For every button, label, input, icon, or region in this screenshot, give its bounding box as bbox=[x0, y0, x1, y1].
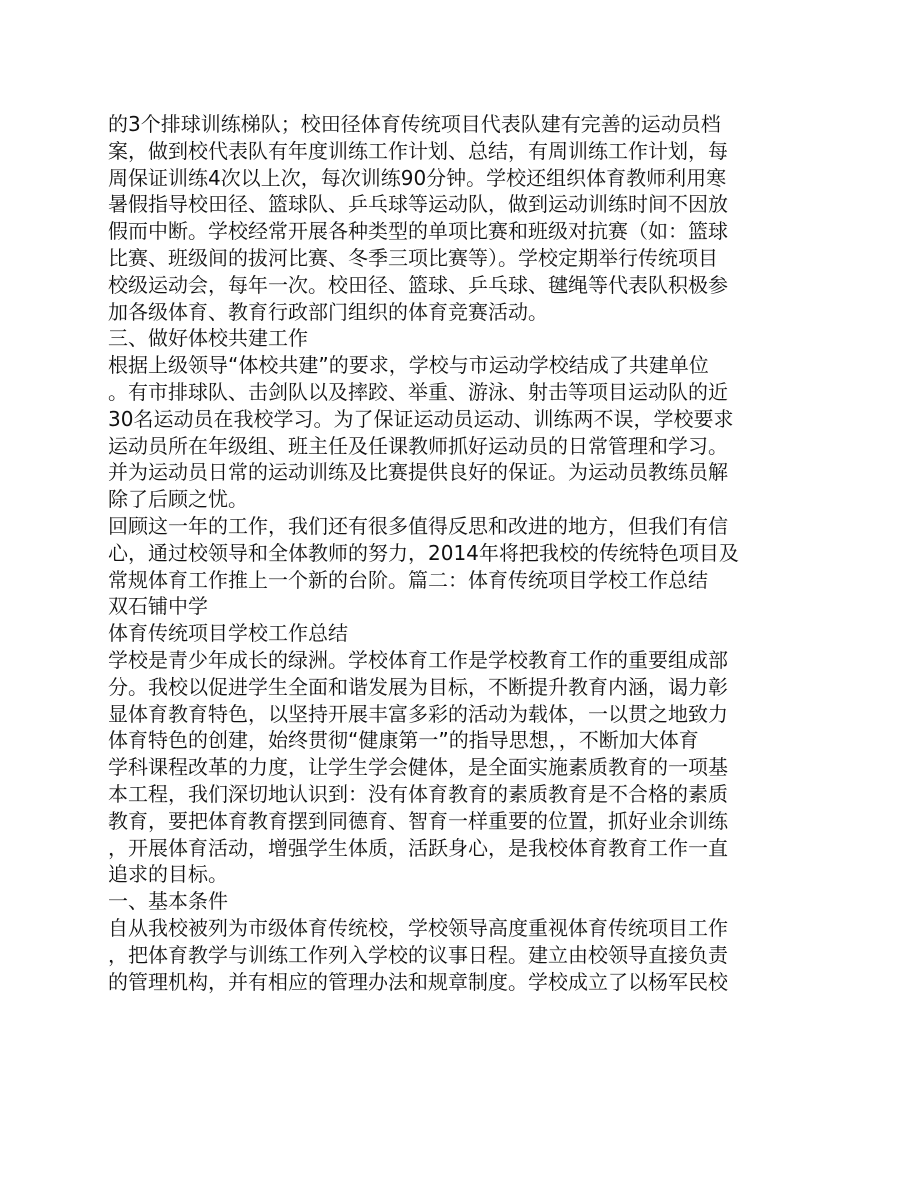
text-line: 心，通过校领导和全体教师的努力，2014年将把我校的传统特色项目及 bbox=[108, 540, 739, 565]
text-line: 体育特色的创建，始终贯彻“健康第一”的指导思想，，不断加大体育 bbox=[108, 728, 699, 753]
school-name: 双石铺中学 bbox=[108, 594, 208, 619]
text-line: 自从我校被列为市级体育传统校，学校领导高度重视体育传统项目工作 bbox=[108, 915, 728, 940]
text-line: ，开展体育活动，增强学生体质，活跃身心，是我校体育教育工作一直 bbox=[108, 835, 728, 860]
text-line: 。有市排球队、击剑队以及摔跤、举重、游泳、射击等项目运动队的近 bbox=[108, 379, 728, 404]
document-body bbox=[108, 111, 820, 995]
text-line: 30名运动员在我校学习。为了保证运动员运动、训练两不误，学校要求 bbox=[108, 406, 734, 431]
text-line: 运动员所在年级组、班主任及任课教师抓好运动员的日常管理和学习。 bbox=[108, 433, 728, 458]
text-line: 校级运动会，每年一次。校田径、篮球、乒乓球、毽绳等代表队积极参 bbox=[108, 272, 728, 297]
text-line: 根据上级领导“体校共建”的要求，学校与市运动学校结成了共建单位 bbox=[108, 353, 709, 378]
text-line: 回顾这一年的工作，我们还有很多值得反思和改进的地方，但我们有信 bbox=[108, 513, 728, 538]
document-title: 体育传统项目学校工作总结 bbox=[108, 621, 348, 646]
text-line: 加各级体育、教育行政部门组织的体育竞赛活动。 bbox=[108, 299, 548, 324]
text-line: 周保证训练4次以上次，每次训练90分钟。学校还组织体育教师利用寒 bbox=[108, 165, 727, 190]
text-line: 本工程，我们深切地认识到：没有体育教育的素质教育是不合格的素质 bbox=[108, 781, 728, 806]
text-line: 比赛、班级间的拔河比赛、冬季三项比赛等）。学校定期举行传统项目 bbox=[108, 245, 718, 270]
text-line: 学科课程改革的力度，让学生学会健体，是全面实施素质教育的一项基 bbox=[108, 755, 728, 780]
text-line: 常规体育工作推上一个新的台阶。篇二：体育传统项目学校工作总结 bbox=[108, 567, 708, 592]
section-heading: 三、做好体校共建工作 bbox=[108, 326, 308, 351]
text-line: 并为运动员日常的运动训练及比赛提供良好的保证。为运动员教练员解 bbox=[108, 460, 728, 485]
section-heading: 一、基本条件 bbox=[108, 889, 228, 914]
text-line: 显体育教育特色，以坚持开展丰富多彩的活动为载体，一以贯之地致力 bbox=[108, 701, 728, 726]
text-line: 的3个排球训练梯队；校田径体育传统项目代表队建有完善的运动员档 bbox=[108, 112, 721, 136]
text-line: 假而中断。学校经常开展各种类型的单项比赛和班级对抗赛（如：篮球 bbox=[108, 219, 728, 244]
text-line: 分。我校以促进学生全面和谐发展为目标，不断提升教育内涵，谒力彰 bbox=[108, 674, 728, 699]
text-line: 案，做到校代表队有年度训练工作计划、总结，有周训练工作计划，每 bbox=[108, 138, 728, 163]
text-line: 追求的目标。 bbox=[108, 862, 228, 887]
text-line: 学校是青少年成长的绿洲。学校体育工作是学校教育工作的重要组成部 bbox=[108, 647, 728, 672]
text-line: 暑假指导校田径、篮球队、乒乓球等运动队，做到运动训练时间不因放 bbox=[108, 192, 728, 217]
text-line: 除了后顾之忧。 bbox=[108, 487, 248, 512]
text-line: 教育，要把体育教育摆到同德育、智育一样重要的位置，抓好业余训练 bbox=[108, 808, 728, 833]
text-line: ，把体育教学与训练工作列入学校的议事日程。建立由校领导直接负责 bbox=[108, 942, 728, 967]
text-line: 的管理机构，并有相应的管理办法和规章制度。学校成立了以杨军民校 bbox=[108, 969, 728, 994]
